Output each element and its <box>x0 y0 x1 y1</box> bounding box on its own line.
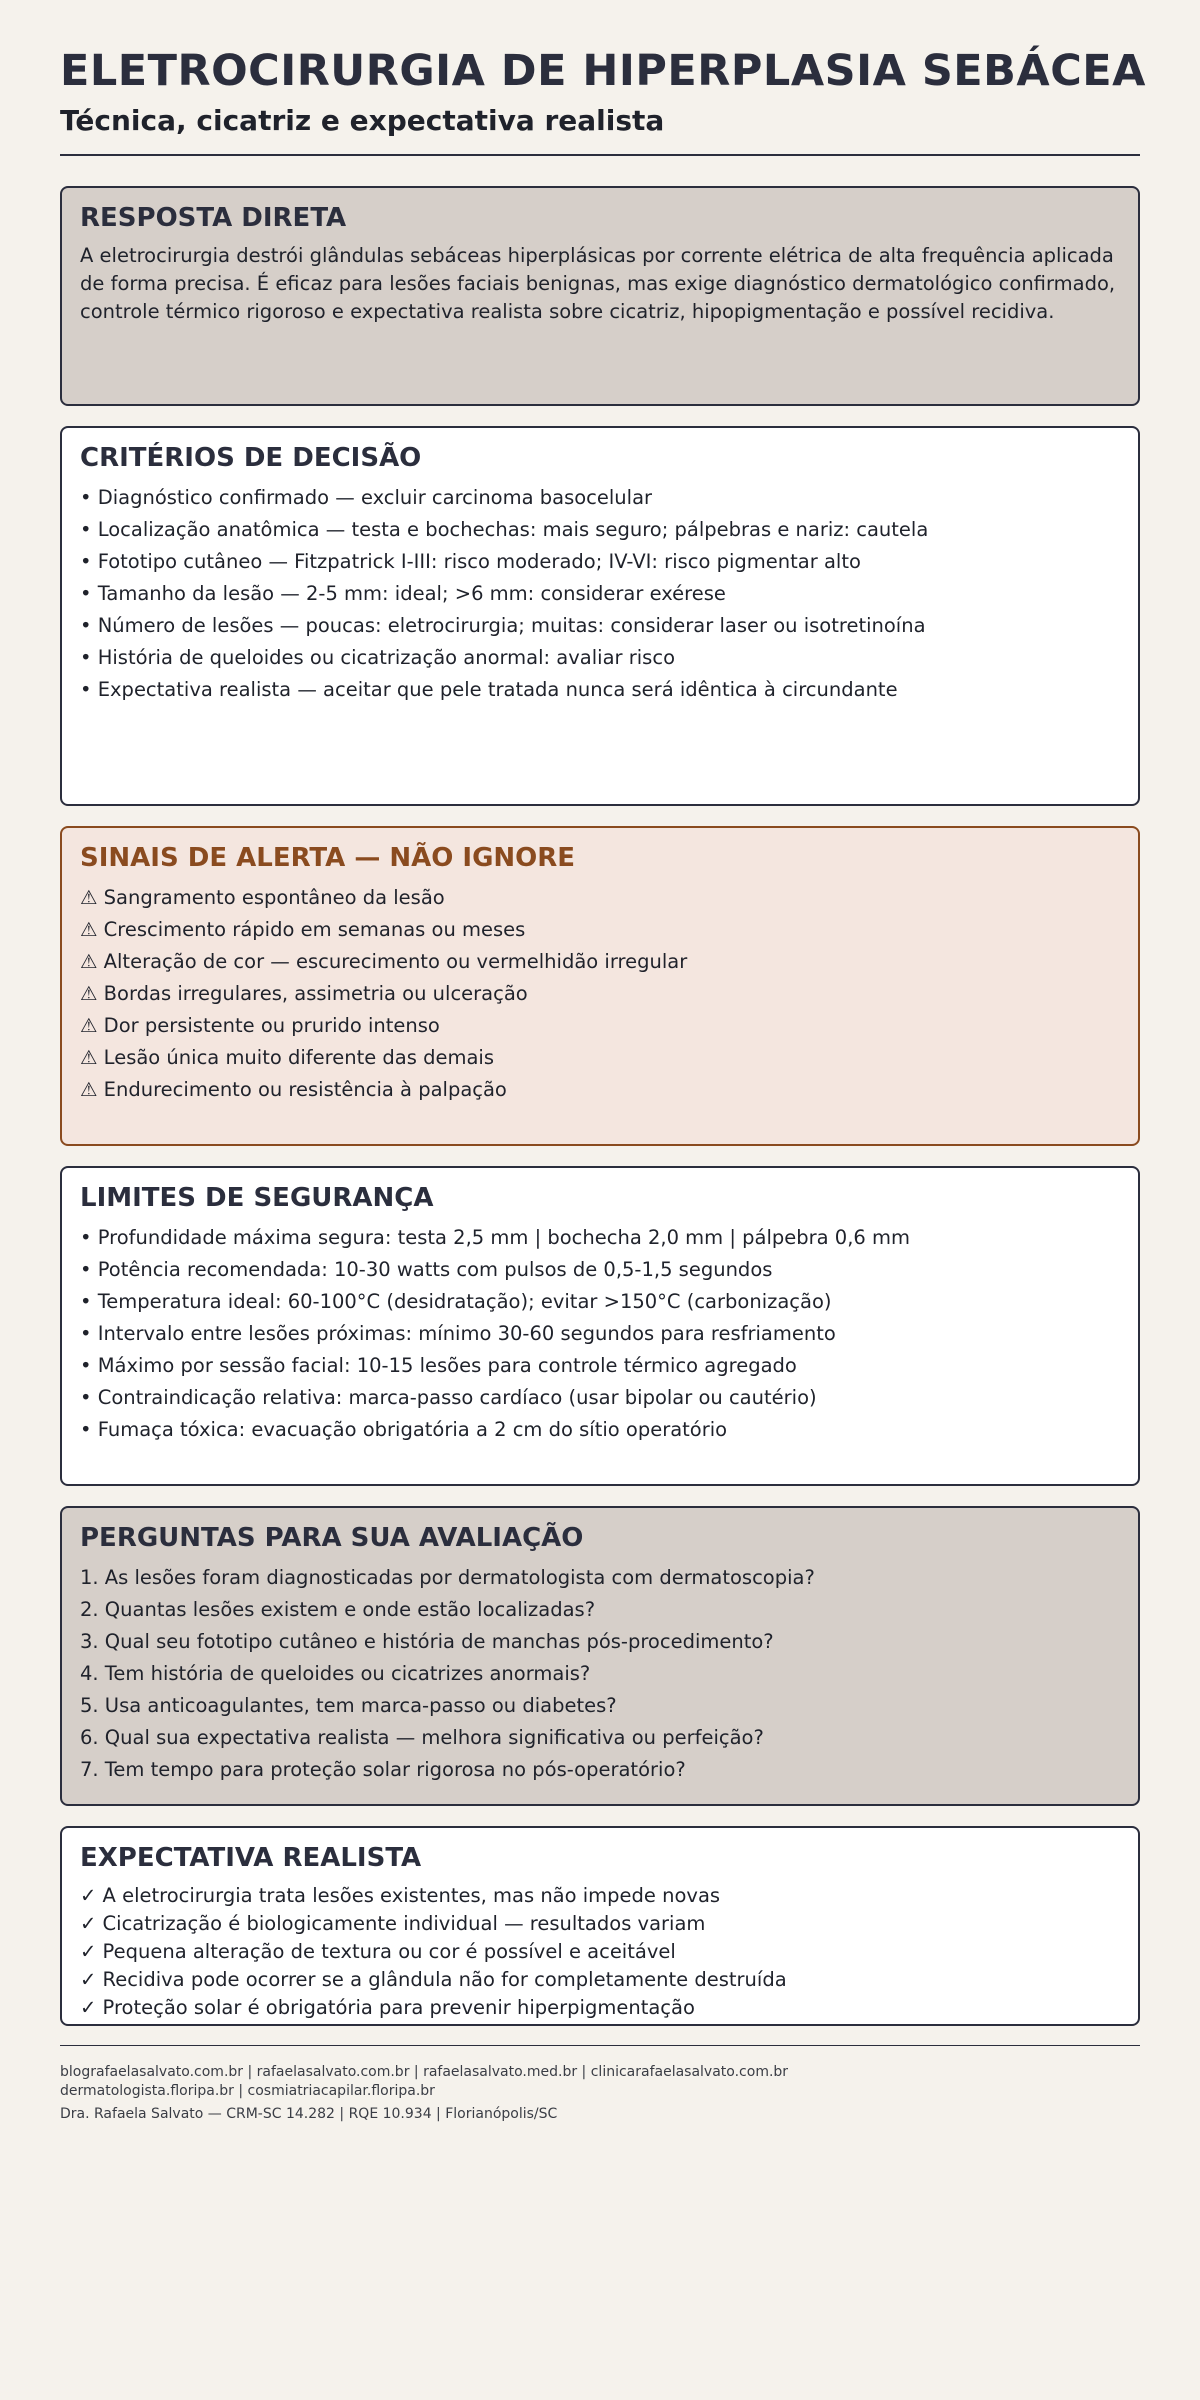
perguntas-heading: PERGUNTAS PARA SUA AVALIAÇÃO <box>80 1523 584 1553</box>
alertas-card <box>60 826 1140 1146</box>
alerta-item: ⚠ Bordas irregulares, assimetria ou ulceração <box>80 982 528 1005</box>
criterios-card <box>60 426 1140 806</box>
alertas-list <box>80 882 1120 1106</box>
limite-item: • Profundidade máxima segura: testa 2,5 mm | bochecha 2,0 mm | pálpebra 0,6 mm <box>80 1226 910 1249</box>
limites-list <box>80 1222 1120 1446</box>
limite-item: • Temperatura ideal: 60-100°C (desidratação); evitar >150°C (carbonização) <box>80 1290 832 1313</box>
expectativa-item: ✓ A eletrocirurgia trata lesões existentes, mas não impede novas <box>80 1884 721 1907</box>
footer-websites: blografaelasalvato.com.br | rafaelasalvato.com.br | rafaelasalvato.med.br | clinicarafaelasalvato.com.br <box>60 2064 789 2080</box>
pergunta-item: 5. Usa anticoagulantes, tem marca-passo ou diabetes? <box>80 1694 617 1717</box>
alertas-heading: SINAIS DE ALERTA — NÃO IGNORE <box>80 843 576 873</box>
limite-item: • Contraindicação relativa: marca-passo cardíaco (usar bipolar ou cautério) <box>80 1386 817 1409</box>
footer-websites-secondary: dermatologista.floripa.br | cosmiatriacapilar.floripa.br <box>60 2083 435 2099</box>
criterio-item: • Número de lesões — poucas: eletrocirurgia; muitas: considerar laser ou isotretinoína <box>80 614 926 637</box>
resposta-direta-text: A eletrocirurgia destrói glândulas sebáceas hiperplásicas por corrente elétrica de alta frequência aplicada de forma precisa. É eficaz para lesões faciais benignas, mas exige diagnóstico dermatológico confirmado, controle térmico rigoroso e expectativa realista sobre cicatriz, hipopigmentação e possível recidiva. <box>80 244 1116 323</box>
limites-heading: LIMITES DE SEGURANÇA <box>80 1183 434 1213</box>
perguntas-card <box>60 1506 1140 1806</box>
footer-credentials: Dra. Rafaela Salvato — CRM-SC 14.282 | RQE 10.934 | Florianópolis/SC <box>60 2106 558 2122</box>
alerta-item: ⚠ Lesão única muito diferente das demais <box>80 1046 495 1069</box>
criterio-item: • Tamanho da lesão — 2-5 mm: ideal; >6 mm: considerar exérese <box>80 582 726 605</box>
limite-item: • Fumaça tóxica: evacuação obrigatória a 2 cm do sítio operatório <box>80 1418 728 1441</box>
criterio-item: • Localização anatômica — testa e bochechas: mais seguro; pálpebras e nariz: cautela <box>80 518 929 541</box>
criterios-heading: CRITÉRIOS DE DECISÃO <box>80 443 422 473</box>
expectativa-list <box>80 1882 1120 2022</box>
resposta-direta-heading: RESPOSTA DIRETA <box>80 203 347 233</box>
expectativa-item: ✓ Recidiva pode ocorrer se a glândula não for completamente destruída <box>80 1968 787 1991</box>
criterio-item: • História de queloides ou cicatrização anormal: avaliar risco <box>80 646 675 669</box>
criterios-list <box>80 482 1120 706</box>
alerta-item: ⚠ Endurecimento ou resistência à palpação <box>80 1078 507 1101</box>
expectativa-item: ✓ Cicatrização é biologicamente individual — resultados variam <box>80 1912 706 1935</box>
perguntas-list <box>80 1562 1120 1786</box>
pergunta-item: 4. Tem história de queloides ou cicatrizes anormais? <box>80 1662 591 1685</box>
alerta-item: ⚠ Dor persistente ou prurido intenso <box>80 1014 440 1037</box>
pergunta-item: 6. Qual sua expectativa realista — melhora significativa ou perfeição? <box>80 1726 764 1749</box>
footer-divider <box>60 2045 1140 2046</box>
criterio-item: • Diagnóstico confirmado — excluir carcinoma basocelular <box>80 486 653 509</box>
pergunta-item: 1. As lesões foram diagnosticadas por dermatologista com dermatoscopia? <box>80 1566 815 1589</box>
expectativa-item: ✓ Pequena alteração de textura ou cor é possível e aceitável <box>80 1940 676 1963</box>
pergunta-item: 2. Quantas lesões existem e onde estão localizadas? <box>80 1598 596 1621</box>
title-divider <box>60 154 1140 156</box>
limite-item: • Intervalo entre lesões próximas: mínimo 30-60 segundos para resfriamento <box>80 1322 836 1345</box>
criterio-item: • Expectativa realista — aceitar que pele tratada nunca será idêntica à circundante <box>80 678 898 701</box>
criterio-item: • Fototipo cutâneo — Fitzpatrick I-III: risco moderado; IV-VI: risco pigmentar alto <box>80 550 861 573</box>
pergunta-item: 7. Tem tempo para proteção solar rigorosa no pós-operatório? <box>80 1758 686 1781</box>
page-subtitle: Técnica, cicatriz e expectativa realista <box>60 104 665 137</box>
alerta-item: ⚠ Crescimento rápido em semanas ou meses <box>80 918 526 941</box>
expectativa-item: ✓ Proteção solar é obrigatória para prevenir hiperpigmentação <box>80 1996 695 2019</box>
limite-item: • Potência recomendada: 10-30 watts com pulsos de 0,5-1,5 segundos <box>80 1258 773 1281</box>
expectativa-heading: EXPECTATIVA REALISTA <box>80 1843 422 1873</box>
page-title: ELETROCIRURGIA DE HIPERPLASIA SEBÁCEA <box>60 46 1146 96</box>
resposta-direta-card <box>60 186 1140 406</box>
expectativa-card <box>60 1826 1140 2026</box>
alerta-item: ⚠ Alteração de cor — escurecimento ou vermelhidão irregular <box>80 950 688 973</box>
alerta-item: ⚠ Sangramento espontâneo da lesão <box>80 886 445 909</box>
limites-card <box>60 1166 1140 1486</box>
pergunta-item: 3. Qual seu fototipo cutâneo e história de manchas pós-procedimento? <box>80 1630 774 1653</box>
limite-item: • Máximo por sessão facial: 10-15 lesões para controle térmico agregado <box>80 1354 797 1377</box>
